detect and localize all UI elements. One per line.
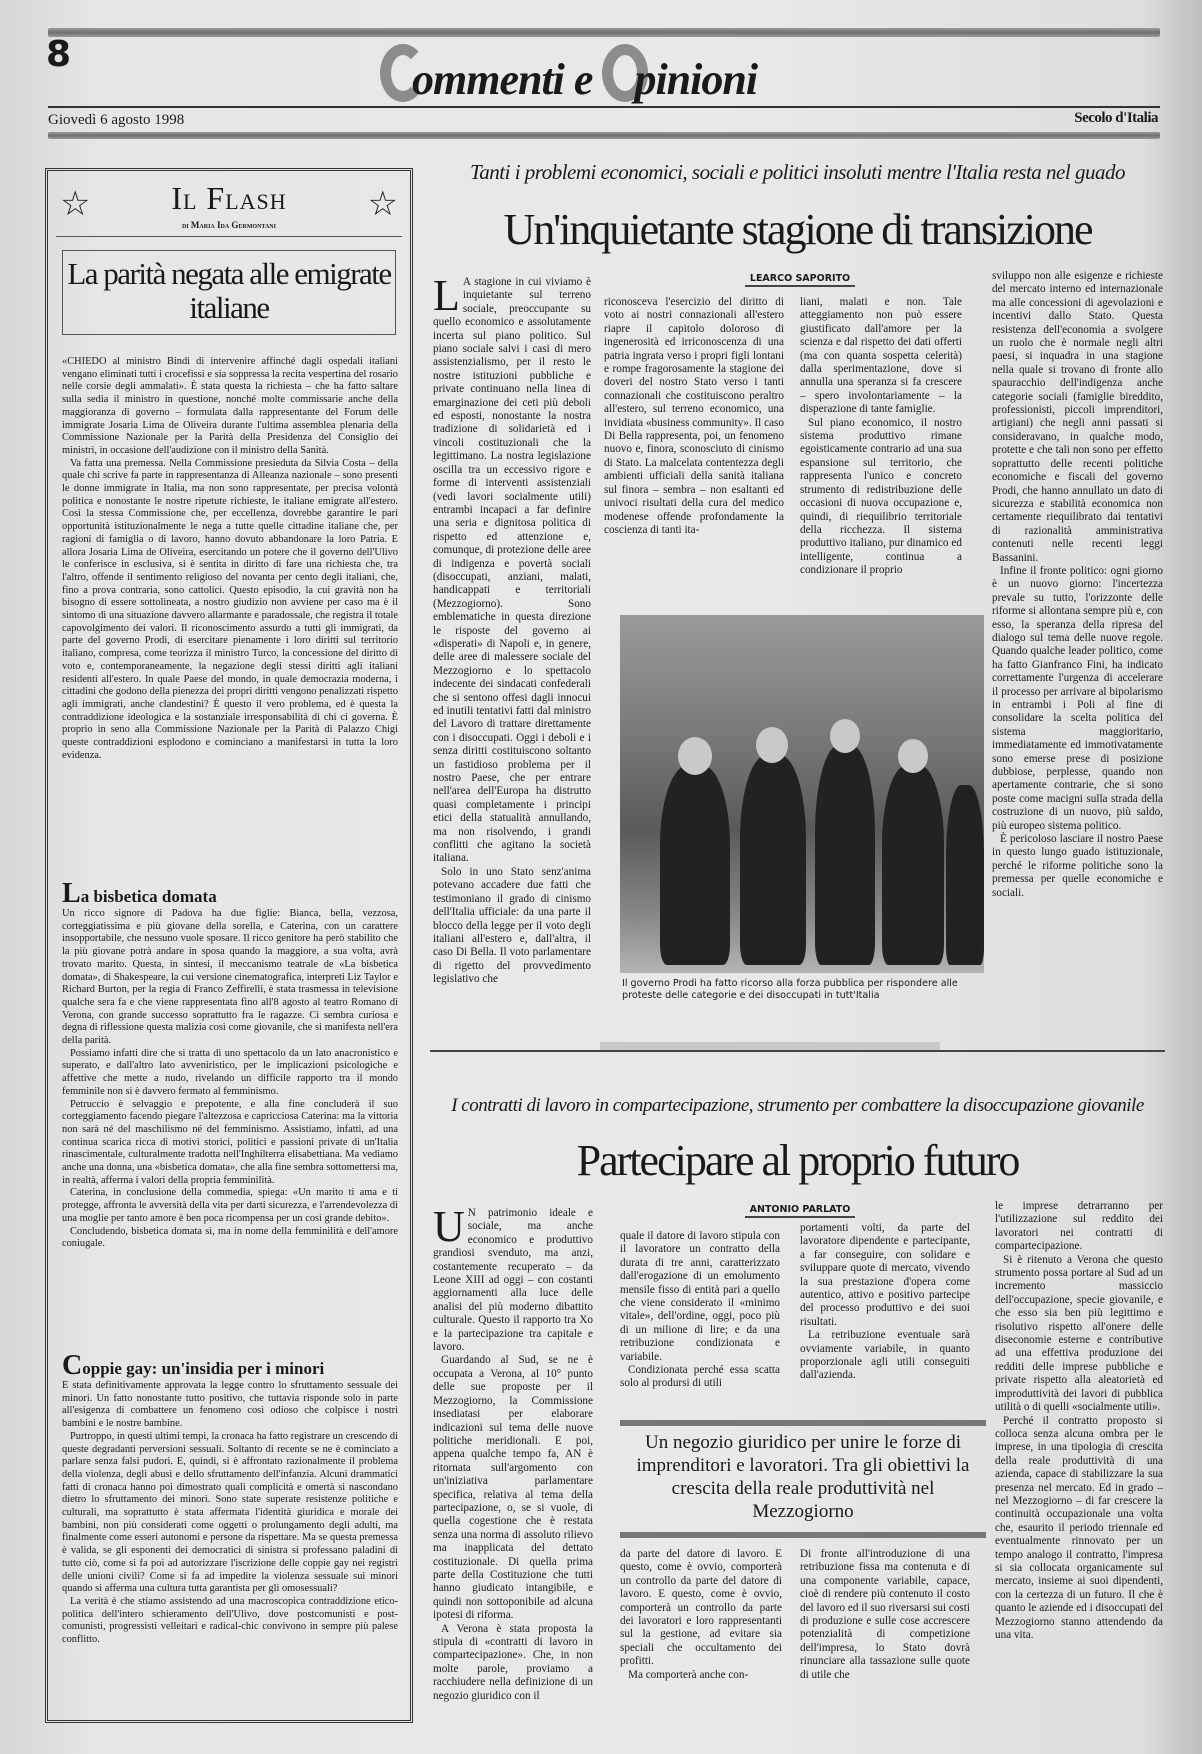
article2-kicker: I contratti di lavoro in compartecipazione, strumento per combattere la disoccupazione giovanile [451, 1095, 1144, 1116]
paragraph: Solo in uno Stato senz'anima potevano accadere due fatti che testimoniano il grado di cinismo dell'Italia ufficiale: da una parte il blocco della legge per il voto degli italiani all'estero e, dall'altra, il caso Di Bella. Il voto parlamentare di rigetto del provvedimento legislativo che [433, 865, 591, 986]
article1-kicker: Tanti i problemi economici, sociali e politici insoluti mentre l'Italia resta nel guado [470, 160, 1125, 184]
masthead-text-1: ommenti e [412, 55, 603, 104]
paragraph: N patrimonio ideale e sociale, ma anche economico e produttivo grandiosi svenduto, ma anzi, costantemente recuperato – da Leone XIII ad oggi – con costanti aggiornamenti alla luce delle analisi del più moderno dibattito culturale. Questo il rapporto tra Xo e la partecipazione tra capitale e lavoro. [433, 1207, 593, 1354]
masthead-rule [48, 106, 1160, 108]
dropcap: L [433, 276, 460, 320]
flash-subhead-coppie [62, 1350, 324, 1382]
paragraph: Condizionata perché essa scatta solo al prodursi di utili [620, 1364, 780, 1390]
photo-figure-head [756, 727, 788, 763]
paragraph: Concludendo, bisbetica domata sì, ma in nome della femminilità e dell'amore coniugale. [62, 1225, 398, 1250]
paragraph: sviluppo non alle esigenze e richieste del mercato interno ed internazionale ma alle concessioni di agevolazioni e incentivi dallo Stato. Questa resistenza dell'economia a svolgere un ruolo che è normale negli altri paesi, si inquadra in una stagione nella quale si trovano di fronte allo spauracchio dell'indigenza anche categorie sociali (famiglie bireddito, professionisti, piccoli imprenditori, artigiani) che negli anni passati si consideravano, in qualche modo, protette e che tali non sono per effetto soprattutto delle recenti politiche economiche e fiscali del governo Prodi, che hanno annullato un dato di sicurezza e stabilità economica non certamente riequilibrato dai tentativi di razionalità amministrativa contenuti nelle recenti leggi Bassanini. [992, 270, 1163, 564]
article2-byline: ANTONIO PARLATO [745, 1204, 855, 1218]
paragraph: È pericoloso lasciare il nostro Paese in questo lungo guado istituzionale, perché le riforme politiche sono la premessa per quelle economiche e sociali. [992, 833, 1163, 899]
column-text [433, 276, 591, 987]
paragraph: Caterina, in conclusione della commedia, spiega: «Un marito ti ama e ti protegge, affronta le avversità della vita per darti sicurezza, e l'arrendevolezza di una moglie per tanto amore è ben poca ricompensa per un così grande debito». [62, 1187, 398, 1224]
paragraph: Si è ritenuto a Verona che questo strumento possa portare al Sud ad un incremento massiccio dell'occupazione, specie giovanile, e che esso sia ben più legittimo e risolutivo rispetto all'onere delle diseconomie esterne e contributive ad una effettiva produzione dei redditi delle imprese pubbliche e private rispetto alla aleatorietà ed improduttività dei lavori di pubblica utilità o di quelli «socialmente utili». [995, 1253, 1163, 1414]
page-number: 8 [46, 34, 72, 75]
subhead-title: a bisbetica domata [80, 887, 217, 906]
paragraph: Ma comporterà anche con- [628, 1668, 749, 1681]
paragraph: Infine il fronte politico: ogni giorno è un nuovo giorno: l'incertezza prevale su tutto, l'orizzonte delle riforme si allontana sempre più e, con esso, la speranza della ripresa del dialogo sul tema delle nuove regole. Quando qualche leader politico, come ha fatto Gianfranco Fini, ha indicato correttamente l'urgenza di accelerare il processo per arrivare al bipolarismo in entrambi i Poli al fine di consolidare la scelta politica del sistema maggioritario, immediatamente ed immotivatamente sono emerse prese di posizione dubbiose, perplesse, quando non apertamente contrarie, che si sono poste come macigni sulla strada della costruzione di un nuovo, più saldo, più europeo sistema politico. [992, 564, 1163, 832]
subhead-initial: L [62, 878, 81, 909]
paragraph: Possiamo infatti dire che si tratta di uno spettacolo da un lato anacronistico e superato, e dall'altro lato avveniristico, per le implicazioni psicologiche e affettive che mette a nudo, rivelando un difficile rapporto tra il mondo femminile non si è davvero fermato al femminismo. [62, 1047, 398, 1097]
paragraph: A stagione in cui viviamo è inquietante sul terreno sociale, preoccupante su quello economico e assolutamente incerta sul piano politico. Sul piano sociale salvi i casi di mero assistenzialismo, per il resto le nostre istituzioni pubbliche e private continuano nella linea di emarginazione dei ceti più deboli ed esposti, nonostante la nostra tradizione di solidarietà ed i vincoli costituzionali che la legittimano. La nostra legislazione oscilla tra un eccessivo rigore e forme di interventi assistenziali (vedi lavori socialmente utili) entrambi incapaci a far definire una seria e dignitosa politica di rispetto ed attenzione e, comunque, di protezione delle aree di indigenza e povertà sociali (disoccupati, anziani, malati, handicappati e territoriali (Mezzogiorno). Sono emblematiche in questa direzione le risposte del governo ai «disperati» di Napoli e, in genere, delle aree di malessere sociale del Mezzogiorno e lo spettacolo indecente dei sindacati confederali che si sentono offesi dagli innocui ed inutili tentativi fatti dal ministro del Lavoro di trattare direttamente con i disoccupati. Oggi i deboli e i senza diritti costituiscono soltanto un fastidioso problema per il nostro Paese, che per entrare nell'area dell'Europa ha distrutto quasi completamente i principi etici della statualità annullando, ma non risolvendo, i grandi conflitti che agitano la società italiana. [433, 276, 591, 865]
article1-column-2 [604, 296, 784, 606]
issue-date: Giovedì 6 agosto 1998 [48, 112, 185, 128]
news-photo-police-march [620, 615, 984, 973]
paragraph: Purtroppo, in questi ultimi tempi, la cronaca ha fatto registrare un crescendo di queste degradanti perversioni sessuali. Soltanto di recente se ne è cominciato a parlare senza falsi pudori. E, quindi, si è affrontato razionalmente il problema della violenza, degli abusi e dello sfruttamento dell'infanzia. Alcuni drammatici fatti di cronaca hanno poi dimostrato quali complicità e omertà si nascondano dietro lo sfruttamento dei minori. Sono state superate resistenze politiche e culturali, ma soprattutto è stata affermata l'identità giuridica e morale dei bambini, non più considerati come oggetti o prolungamento degli adulti, ma finalmente come esseri autonomi e persone da rispettare. Ma se questa premessa è valida, se gli esponenti dei democratici di sinistra si professano paladini di tutto ciò, come si fa poi ad autorizzare l'iscrizione delle coppie gay nei registri delle unioni civili? Come si fa ad impedire la violenza sessuale sui minori quando si afferma una cultura tutta garantista per gli omosessuali? [62, 1430, 398, 1595]
photo-figure-head [830, 719, 860, 753]
paragraph: Un ricco signore di Padova ha due figlie: Bianca, bella, vezzosa, corteggiatissima e più giovane della sorella, e Caterina, con un carattere insopportabile, che nessuno vuole sposare. Il ricco genitore ha però stabilito che la più giovane potrà andare in sposa quando la maggiore, a sua volta, avrà trovato marito. Questa, in sintesi, il meccanismo teatrale de «La bisbetica domata», di Shakespeare, la cui versione cinematografica, interpreti Liz Taylor e Richard Burton, per la regia di Franco Zeffirelli, è stata trasmessa in televisione qualche sera fa e che viene rappresentata fino all'8 agosto al teatro Romano di Verona, con grande successo soprattutto fra le ragazze. Ci sembra curiosa e degna di riflessione questa malizia così come giovanile, che si manifesta nell'era della parità. [62, 908, 398, 1047]
flash-bisbetica-text [62, 908, 398, 1352]
photo-figure [946, 785, 984, 965]
article2-headline: Partecipare al proprio futuro [576, 1136, 1019, 1185]
paragraph: La verità è che stiamo assistendo ad una macroscopica contraddizione etico-politica dell'intero schieramento dell'Ulivo, dove postcomunisti e post-comunisti, progressisti velleitari e radical-chic convivono in sempre più palese conflitto. [62, 1595, 398, 1646]
paragraph: È stata definitivamente approvata la legge contro lo sfruttamento sessuale dei minori. Un fatto nonostante tutto positivo, che tuttavia risponde solo in parte all'esigenza di combattere un fenomeno così odioso che colpisce i nostri bambini e le nostre bambine. [62, 1380, 398, 1430]
star-icon: ☆ [367, 186, 398, 223]
article1-headline: Un'inquietante stagione di transizione [503, 205, 1092, 254]
dropcap: U [433, 1207, 465, 1251]
article2-column-4 [995, 1200, 1163, 1725]
divider-ornament [600, 1042, 940, 1050]
masthead-text-2: pinioni [634, 55, 758, 104]
article2-column-3b [800, 1548, 970, 1723]
article2-column-1 [433, 1207, 593, 1722]
photo-figure [815, 745, 875, 965]
flash-title: Il Flash [171, 180, 287, 216]
paragraph: Va fatta una premessa. Nella Commissione presieduta da Silvia Costa – della quale chi scrive fa parte in rappresentanza di Alleanza nazionale – sono presenti le donne immigrate in Italia, ma non sono rappresentate, per precisa volontà politica e nonostante le nostre ripetute richieste, le italiane emigrate all'estero. Così la stessa Commissione che, per eccellenza, dovrebbe garantire le pari opportunità istituzionalmente le nega a tutte quelle cittadine italiane che, per ragioni di famiglia o di lavoro, hanno dovuto abbandonare la loro Patria. E allora Josaria Lima de Oliveira, esercitando un potere che il governo dell'Ulivo le conferisce in esclusiva, si è sentita in diritto di fare una richiesta che, tra l'altro, offende il sentimento religioso del novanta per cento degli italiani, che, fino a prova contraria, sono cattolici. Questo episodio, la cui gravità non ha bisogno di essere sottolineata, a nostro giudizio non avviene per caso ma è il sintomo di una situazione davvero allarmante e paradossale, che registra il totale capovolgimento dei valori. Il riconoscimento assurdo a tutti gli immigrati, da parte del governo Prodi, di esercitare pienamente i loro diritti sul territorio italiano, compresa, come teorizza il ministro Turco, la concessione del diritto di voto e, contemporaneamente, la negazione degli stessi diritti agli italiani residenti all'estero. In quale Paese del mondo, in quale democrazia moderna, i cittadini che godono della pienezza dei propri diritti vengono penalizzati rispetto agli immigrati, anche clandestini? È questo il vero problema, ed è questa la contraddizione ideologica e la sostanziale irresponsabilità di chi ci governa. È proprio in seno alla Commissione Nazionale per la Parità di Palazzo Chigi queste contraddizioni esplodono e cominciano a manifestarsi in tutta la loro evidenza. [62, 457, 398, 761]
subhead-initial: C [62, 1350, 83, 1381]
flash-subhead-bisbetica [62, 878, 217, 910]
star-icon: ☆ [60, 186, 91, 223]
paragraph: Di fronte all'introduzione di una retribuzione fissa ma contenuta e di una componente variabile, capace, cioè di rendere più contenuto il costo del lavoro ed il suo riversarsi sui costi di produzione e sulle cose accrescere potenzialità di competizione dell'impresa, lo Stato dovrà rinunciare alla tassazione sulle quote di utile che [800, 1548, 970, 1681]
article2-column-3 [800, 1222, 970, 1410]
article2-column-2b [620, 1548, 782, 1723]
paragraph: Guardando al Sud, se ne è occupata a Verona, al 10° punto delle sue proposte per il Mezzogiorno, la Commissione insediatasi per elaborare indicazioni sul tema delle nuove politiche meridionali. E poi, appena qualche tempo fa, AN è ritornata sull'argomento con un'iniziativa parlamentare specifica, relativa al tema della partecipazione, o, se si vuole, di quella cogestione che è restata senza una norma di assoluto rilievo ma inapplicata del dettato costituzionale. Di quella prima parte della Costituzione che tutti hanno giudicato intangibile, e quindi non sottoponibile ad alcuna ipotesi di riforma. [433, 1354, 593, 1622]
flash-headline: La parità negata alle emigrate italiane [62, 250, 396, 335]
paragraph: le imprese detrarranno per l'utilizzazione sul reddito dei lavoratori nei contratti di compartecipazione. [995, 1200, 1163, 1253]
flash-intro-text [62, 356, 398, 864]
paragraph: Perché il contratto proposto si colloca senza alcuna ombra per le imprese, in una tipologia di crescita della reale produttività di una azienda, capace di stabilizzare la sua presenza nel mercato. Ed in grado – nel Mezzogiorno – di far crescere la continuità occupazionale una volta che, esaurito il periodo triennale ed eventualmente rinnovato per un tempo analogo il contratto, l'impresa si sia collocata organicamente sul mercato, insieme ai suoi dipendenti, con la certezza di un futuro. Il che è quanto le aziende ed i disoccupati del Mezzogiorno stanno attendendo da una vita. [995, 1414, 1163, 1641]
flash-coppie-text [62, 1380, 398, 1715]
photo-figure-head [898, 739, 928, 773]
paragraph: riconosceva l'esercizio del diritto di voto ai nostri connazionali all'estero riapre il capitolo doloroso di ingenerosità ed irriconoscenza di una patria ingrata verso i propri figli lontani e rompe fragorosamente la stagione dei doveri del nostro Stato verso i tanti connazionali che costituiscono peraltro all'estero, sul terreno economico, una invidiata «business community». Il caso Di Bella rappresenta, poi, un fenomeno nuovo e, finora, sconosciuto di cinismo di Stato. La malcelata contentezza degli ambienti ufficiali della sanità italiana sul finora – sembra – non esaltanti ed univoci risultati della cura del medico modenese offende profondamente la coscienza di tanti ita- [604, 296, 784, 536]
paragraph: A Verona è stata proposta la stipula di «contratti di lavoro in compartecipazione». Che, in non molte parole, proviamo a racchiudere nella definizione di un negozio giuridico con il [433, 1622, 593, 1702]
article2-column-2 [620, 1230, 780, 1410]
article1-column-1 [433, 276, 591, 1006]
photo-figure-head [678, 737, 712, 775]
column-text [433, 1207, 593, 1703]
article1-byline: LEARCO SAPORITO [745, 273, 855, 287]
paragraph: Petruccio è selvaggio e prepotente, e alla fine concluderà il suo corteggiamento facendo piegare l'altezzosa e capricciosa Caterina: ma la vittoria non sarà né del maschilismo né del femminismo. Assistiamo, infatti, ad una continua scarica ricca di motivi storici, politici e passioni private di un'Italia rinascimentale, culturalmente tradotta nell'Inghilterra elisabettiana. Ma vediamo anche una donna, una «bisbetica domata», che alla fine sembra sottomettersi ma, in realtà, afferma i valori della propria femminilità. [62, 1098, 398, 1186]
paragraph: «CHIEDO al ministro Bindi di intervenire affinché dagli ospedali italiani vengano eliminati tutti i crocefissi e sia soppressa la recita vespertina del rosario nelle corsie degli ammalati». È stata questa la richiesta – che ha fatto saltare sulla sedia il ministro in questione, nonché molte commissarie anche della maggioranza di governo – formulata dalla rappresentante del Forum delle immigrate Josaria Lima de Oliveira durante l'ultima assemblea plenaria della Commissione Nazionale per la Parità della Presidenza del Consiglio dei ministri, in occasione dell'audizione con il ministro della Sanità. [62, 356, 398, 456]
paragraph: quale il datore di lavoro stipula con il lavoratore un contratto della durata di tre anni, caratterizzato dall'erogazione di un emolumento mensile fisso di entità pari a quello che viene considerato il «minimo vitale», dell'ordine, oggi, poco più di un milione di lire; e da una retribuzione condizionata e variabile. [620, 1230, 780, 1363]
paragraph: Sul piano economico, il nostro sistema produttivo rimane egoisticamente contrario ad una sua espansione sul territorio, che rappresenta l'unico e concreto strumento di redistribuzione delle occasioni di nuova occupazione e, quindi, di riequilibrio territoriale della ricchezza. Il sistema produttivo italiano, pur dinamico ed intelligente, continua a condizionare il proprio [800, 416, 962, 577]
header-bottom-rule [48, 132, 1160, 139]
article1-column-4 [992, 270, 1163, 1010]
flash-header [56, 178, 402, 237]
subhead-title: oppie gay: un'insidia per i minori [82, 1359, 325, 1378]
article1-column-3 [800, 296, 962, 606]
section-masthead [380, 44, 840, 114]
photo-caption: Il governo Prodi ha fatto ricorso alla forza pubblica per rispondere alle proteste delle categorie e dei disoccupati in tutt'Italia [622, 978, 958, 1001]
section-divider [430, 1050, 1165, 1052]
photo-figure [740, 755, 806, 965]
paragraph: da parte del datore di lavoro. E questo, come è ovvio, comporterà un controllo da parte del datore di lavoro. E questo, come è ovvio, comporterà un controllo da parte dei lavoratori e loro rappresentanti sul la gestione, ad evitare sia speciali che occultamento dei profitti. [620, 1548, 782, 1668]
paragraph: portamenti volti, da parte del lavoratore dipendente e partecipante, a far conseguire, con solidare e sviluppare quote di mercato, vivendo la sua prestazione d'opera come autentico, attivo e positivo partecipe del processo produttivo e dei suoi risultati. [800, 1222, 970, 1328]
paragraph: liani, malati e non. Tale atteggiamento non può essere giustificato dall'amore per la scienza e dal rispetto dei dati offerti (ma con quanta sospetta celerità) dalla sperimentazione, dove si annulla una speranza si fa crescere – spero involontariamente – la disperazione di tante famiglie. [800, 296, 962, 416]
flash-author: di Maria Ida Germontani [182, 220, 276, 230]
top-rule [48, 28, 1160, 37]
newspaper-name: Secolo d'Italia [1074, 110, 1158, 126]
paragraph: La retribuzione eventuale sarà ovviamente variabile, in quanto proporzionale agli utili conseguiti dall'azienda. [800, 1329, 970, 1382]
pull-quote: Un negozio giuridico per unire le forze di imprenditori e lavoratori. Tra gli obiettivi la crescita della reale produttività nel Mezzogiorno [620, 1420, 986, 1538]
photo-figure [660, 765, 730, 965]
photo-figure [882, 765, 944, 965]
